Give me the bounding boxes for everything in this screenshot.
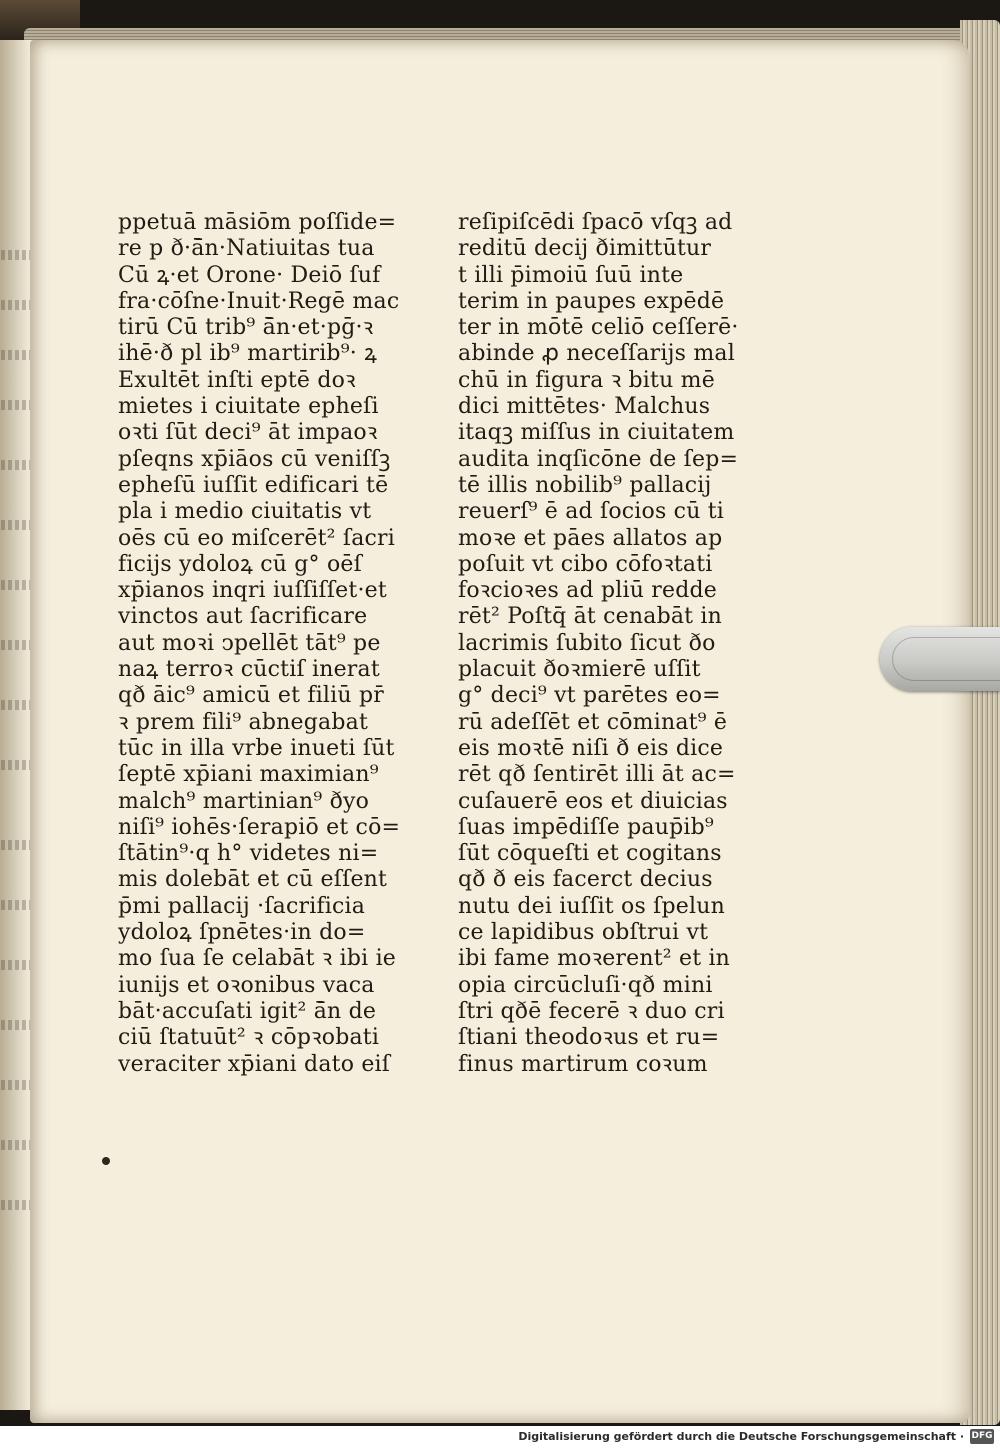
text-line: veraciter xp̄iani dato eiſ [118, 1051, 391, 1077]
text-line: ppetuā māsiōm poſſide= [118, 210, 397, 235]
left-text-column [118, 210, 413, 1078]
text-line: epheſū iuſſit edificari tē [118, 472, 389, 498]
text-line: itaqꝫ miſſus in ciuitatem [458, 420, 735, 446]
text-line: naꝝ terroꝛ cūctiſ inerat [118, 657, 380, 683]
text-line: ſtātin⁹·q h° videtes ni= [118, 841, 379, 867]
text-line: tūc in illa vrbe inueti ſūt [118, 735, 395, 761]
text-line: eis moꝛtē niſi ð eis dice [458, 735, 724, 761]
text-line: qð ð eis facerct decius [458, 867, 713, 893]
text-line: dici mittētes· Malchus [458, 394, 711, 420]
dfg-logo: DFG [970, 1429, 994, 1444]
text-line: p̄mi pallacij ·ſacrificia [118, 893, 366, 919]
text-line: bāt·accuſati igit² ā̄n de [118, 998, 377, 1024]
text-line: rēt² Poſtq̄ āt cenabāt in [458, 604, 723, 630]
text-line: fra·cōſne·Inuit·Regē mac [118, 288, 400, 314]
text-line: ciū ſtatuūt² ꝛ cōpꝛobati [118, 1025, 380, 1051]
text-line: iunijs et oꝛonibus vaca [118, 972, 375, 998]
text-line: placuit ðoꝛmierē uſſit [458, 657, 701, 683]
right-text-column [458, 210, 753, 1078]
text-line: ibi fame moꝛerent² et in [458, 946, 731, 972]
text-line: Cū ꝝ·et Orone· Deiō ſuf [118, 262, 381, 288]
page-clip [880, 627, 1000, 691]
text-line: aut moꝛi ͻpellēt tāt⁹ pe [118, 630, 381, 656]
text-line: qð āic⁹ amicū et filiū pr̄ [118, 683, 384, 709]
text-line: pla i medio ciuitatis vt [118, 499, 372, 525]
text-line: ſtri qðē fecerē ꝛ duo cri [458, 998, 725, 1024]
text-line: foꝛcioꝛes ad pliū redde [458, 578, 717, 604]
text-line: oꝛti ſūt deci⁹ āt impaoꝛ [118, 420, 378, 446]
text-line: ſeptē xp̄iani maximian⁹ [118, 762, 379, 788]
text-line: reuerſ⁹ ē ad ſocios cū ti [458, 499, 725, 525]
text-line: chū in figura ꝛ bitu mē [458, 367, 715, 393]
text-line: audita inqſicōne de ſep= [458, 446, 739, 472]
text-line: ſtiani theodoꝛus et ru= [458, 1025, 720, 1051]
text-line: xp̄ianos inqri iuſſiſſet·et [118, 578, 387, 604]
text-line: lacrimis ſubito ſicut ðo [458, 630, 716, 656]
text-line: tirū Cū trib⁹ ā̄n·et·pḡ·ꝛ [118, 315, 374, 341]
text-line: re p ð·ā̄n·Natiuitas tua [118, 236, 375, 262]
ink-dot [102, 1157, 110, 1165]
text-line: abinde ꝓ neceſſarijs mal [458, 341, 735, 367]
text-line: ihē·ð pl ib⁹ martirib⁹· ꝝ [118, 341, 378, 367]
text-line: rēt qð ſentirēt illi āt ac= [458, 762, 736, 788]
text-line: vinctos aut ſacrificare [118, 604, 368, 630]
text-line: ce lapidibus obſtrui vt [458, 920, 709, 946]
text-line: finus martirum coꝛum [458, 1051, 708, 1077]
text-line: nutu dei iuſſit os ſpelun [458, 893, 725, 919]
text-line: ter in mōtē celiō ceſſerē· [458, 315, 739, 341]
text-line: moꝛe et pāes allatos ap [458, 525, 723, 551]
text-line: oēs cū eo miſcerēt² ſacri [118, 525, 395, 551]
footer-bar [0, 1426, 1000, 1448]
text-line: opia circūcluſi·qð mini [458, 972, 713, 998]
text-line: rū adeſſēt et cōminat⁹ ē [458, 709, 728, 735]
text-line: mietes i ciuitate epheſi [118, 394, 379, 420]
text-line: ꝛ prem fili⁹ abnegabat [118, 709, 368, 735]
text-line: poſuit vt cibo cōfoꝛtati [458, 551, 713, 577]
text-line: ſūt cōqueſti et cogitans [458, 841, 722, 867]
text-line: cuſauerē eos et diuicias [458, 788, 728, 814]
text-line: malch⁹ martinian⁹ ðyo [118, 788, 370, 814]
text-line: tē illis nobilib⁹ pallacij [458, 472, 712, 498]
text-line: g° deci⁹ vt parētes eo= [458, 683, 721, 709]
text-line: reditū decij ðimittūtur [458, 236, 712, 262]
text-line: Exultēt inſti eptē doꝛ [118, 367, 356, 393]
text-line: t illi p̄imoiū ſuū inte [458, 262, 684, 288]
text-line: ficijs ydoloꝝ cū g° oēſ [118, 551, 362, 577]
text-line: mo ſua ſe celabāt ꝛ ibi ie [118, 946, 397, 972]
text-line: niſi⁹ iohēs·ſerapiō et cō= [118, 814, 401, 840]
text-line: pſeqns xp̄iāos cū veniſſꝫ [118, 446, 391, 472]
text-line: mis dolebāt et cū eſſent [118, 867, 388, 893]
text-line: terim in paupes expēdē [458, 288, 725, 314]
text-line: ydoloꝝ ſpnētes·in do= [118, 920, 366, 946]
funding-credit: Digitalisierung gefördert durch die Deutsche Forschungsgemeinschaft · [518, 1430, 964, 1443]
text-line: reſipiſcēdi ſpacō vſqꝫ ad [458, 210, 733, 235]
text-line: ſuas impēdiſſe paup̄ib⁹ [458, 814, 714, 840]
